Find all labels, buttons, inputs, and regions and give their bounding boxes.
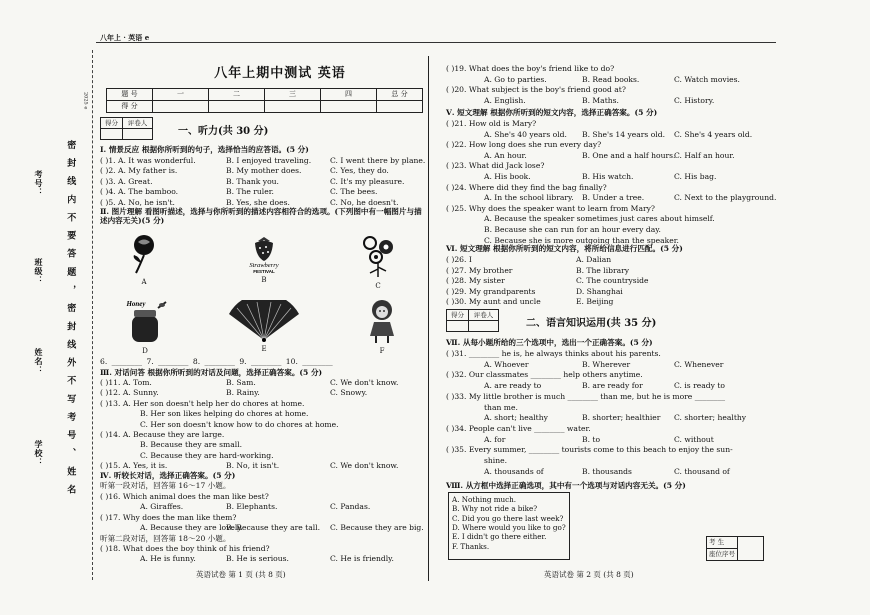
answer-option: B. My mother does. bbox=[226, 166, 302, 176]
pic-c: C bbox=[354, 233, 402, 291]
option-d: D. Where would you like to go? bbox=[452, 523, 566, 533]
footer-left: 英语试卷 第 1 页 (共 8 页) bbox=[196, 570, 286, 579]
question-stem: ( )32. Our classmates ________ help others anytime. bbox=[446, 370, 643, 380]
section2-title: 二、语言知识运用(共 35 分) bbox=[526, 318, 657, 329]
answer-option: B. Her son likes helping do chores at home. bbox=[140, 409, 309, 419]
grader-box-2: 得分 评卷人 bbox=[446, 309, 499, 332]
answer-option: C. Whenever bbox=[674, 359, 724, 369]
question-stem: ( )23. What did Jack lose? bbox=[446, 161, 545, 171]
answer-option: A. thousands of bbox=[484, 466, 544, 476]
answer-option: B. Wherever bbox=[582, 359, 631, 369]
answer-option: B. Elephants. bbox=[226, 502, 278, 512]
answer-option: B. Yes, she does. bbox=[226, 197, 290, 207]
seat-number-box: 考 生 座位序号 bbox=[706, 536, 764, 561]
answer-option: B. Because they are tall. bbox=[226, 523, 321, 533]
question-stem: ( )28. My sister bbox=[446, 276, 505, 286]
answer-option: C. Because they are big. bbox=[330, 523, 424, 533]
answer-option: C. We don't know. bbox=[330, 378, 399, 387]
answer-option: C. thousand of bbox=[674, 466, 730, 476]
question-stem: ( )33. My little brother is much ________ than me, but he is more ________ bbox=[446, 391, 726, 401]
answer-option: C. without bbox=[674, 434, 714, 444]
partV-title: Ⅴ. 短文理解 根据你所听到的短文内容，选择正确答案。(5 分) bbox=[446, 108, 658, 117]
question-stem: ( )5. A. No, he isn't. bbox=[100, 197, 175, 207]
answer-option: C. Pandas. bbox=[330, 502, 371, 512]
name-label: 姓名： bbox=[34, 348, 44, 375]
answer-option: A. He is funny. bbox=[140, 554, 196, 564]
exam-title: 八年上期中测试 英语 bbox=[214, 66, 346, 81]
answer-option: C. Because they are hard-working. bbox=[140, 450, 274, 460]
question-stem: ( )25. Why does the speaker want to learn from Mary? bbox=[446, 203, 655, 213]
answer-option: A. short; healthy bbox=[484, 413, 548, 423]
pic-answer-blanks: 6. ________ 7. ________ 8. ________ 9. ________ 10. ________ bbox=[100, 357, 333, 366]
flowers-icon bbox=[356, 233, 400, 279]
question-stem: ( )4. A. The bamboo. bbox=[100, 187, 179, 197]
question-stem: ( )21. How old is Mary? bbox=[446, 119, 537, 128]
partII-title: Ⅱ. 图片理解 看图听描述，选择与你所听到的描述内容相符合的选项。(下列图中有一幅图片与描述内容无关)(5 分) bbox=[100, 207, 422, 226]
footer-right: 英语试卷 第 2 页 (共 8 页) bbox=[544, 570, 634, 579]
answer-option: C. He is friendly. bbox=[330, 554, 394, 564]
rose-icon bbox=[126, 233, 162, 275]
honey-jar-icon bbox=[122, 296, 168, 344]
svg-text:Honey: Honey bbox=[126, 300, 146, 308]
score-cell-1[interactable] bbox=[153, 101, 209, 113]
partIV-title: Ⅳ. 听较长对话，选择正确答案。(5 分) bbox=[100, 471, 236, 480]
answer-option: B. No, it isn't. bbox=[226, 461, 280, 471]
question-stem: ( )16. Which animal does the man like best? bbox=[100, 492, 269, 501]
answer-option: C. Her son doesn't know how to do chores at home. bbox=[140, 419, 339, 429]
option-c: C. Did you go there last week? bbox=[452, 513, 564, 523]
question-stem: ( )30. My aunt and uncle bbox=[446, 297, 541, 307]
pic-f: F bbox=[362, 298, 402, 356]
answer-option: B. She's 14 years old. bbox=[582, 129, 665, 139]
header-label: 八年上 · 英语 e bbox=[100, 33, 150, 42]
answer-option: B. I enjoyed traveling. bbox=[226, 156, 312, 165]
answer-option: C. We don't know. bbox=[330, 461, 399, 471]
pic-e: E bbox=[226, 300, 302, 354]
question-stem: ( )12. A. Sunny. bbox=[100, 388, 159, 398]
pic-d: Honey D bbox=[120, 296, 170, 356]
answer-option: B. Read books. bbox=[582, 74, 640, 84]
partVIII-title: Ⅷ. 从方框中选择正确选项，其中有一个选项与对话内容无关。(5 分) bbox=[446, 481, 686, 490]
section1-title: 一、听力(共 30 分) bbox=[178, 126, 269, 137]
answer-option: B. thousands bbox=[582, 466, 632, 476]
girl-doll-icon bbox=[364, 298, 400, 344]
seal-line bbox=[92, 50, 93, 580]
answer-option: A. Because the speaker sometimes just cares about himself. bbox=[484, 214, 715, 224]
question-stem: ( )26. I bbox=[446, 255, 472, 264]
partIII-title: Ⅲ. 对话问答 根据你所听到的对话及问题，选择正确答案。(5 分) bbox=[100, 368, 323, 377]
score-cell-3[interactable] bbox=[265, 101, 321, 113]
answer-option: A. Because they are lovely. bbox=[140, 523, 243, 533]
answer-option: A. In the school library. bbox=[484, 193, 574, 203]
question-stem: ( )15. A. Yes, it is. bbox=[100, 461, 168, 471]
partVII-title: Ⅶ. 从每小题所给的三个选项中，选出一个正确答案。(5 分) bbox=[446, 338, 653, 347]
answer-option: B. are ready for bbox=[582, 381, 643, 391]
answer-option: B. Sam. bbox=[226, 378, 256, 387]
answer-option: B. He is serious. bbox=[226, 554, 289, 564]
partI-title: Ⅰ. 情景反应 根据你所听到的句子，选择恰当的应答语。(5 分) bbox=[100, 145, 309, 154]
answer-option: D. Shanghai bbox=[576, 286, 623, 296]
answer-option: A. English. bbox=[484, 95, 526, 105]
answer-option: C. She's 4 years old. bbox=[674, 129, 753, 139]
answer-option: B. Because they are small. bbox=[140, 440, 243, 450]
seat-number-cell[interactable] bbox=[738, 537, 764, 561]
answer-option: A. She's 40 years old. bbox=[484, 129, 567, 139]
answer-option: B. His watch. bbox=[582, 172, 634, 181]
score-table: 题 号 一 二 三 四 总 分 得 分 bbox=[106, 88, 423, 113]
answer-option: B. Maths. bbox=[582, 95, 619, 105]
score-cell-2[interactable] bbox=[209, 101, 265, 113]
margin-code: 2025 e bbox=[82, 92, 89, 110]
answer-option: than me. bbox=[484, 402, 518, 412]
question-stem: ( )2. A. My father is. bbox=[100, 166, 178, 176]
option-e: E. I didn't go there either. bbox=[452, 532, 547, 542]
answer-option: C. It's my pleasure. bbox=[330, 176, 405, 186]
pic-b: Strawberry FESTIVAL B bbox=[236, 233, 292, 285]
partVI-title: Ⅵ. 短文理解 根据你所听到的短文内容，将所给信息进行匹配。(5 分) bbox=[446, 244, 683, 253]
question-stem: ( )19. What does the boy's friend like to do? bbox=[446, 64, 615, 73]
question-stem: ( )14. A. Because they are large. bbox=[100, 430, 225, 439]
question-stem: ( )17. Why does the man like them? bbox=[100, 512, 237, 522]
option-a: A. Nothing much. bbox=[452, 495, 517, 504]
grader-box-1: 得分 评卷人 bbox=[100, 117, 153, 140]
answer-option: B. Thank you. bbox=[226, 176, 279, 186]
question-stem: ( )3. A. Great. bbox=[100, 176, 153, 186]
question-stem: ( )31. ________ he is, he always thinks about his parents. bbox=[446, 349, 661, 358]
answer-option: B. Because she can run for an hour every day. bbox=[484, 225, 661, 234]
fan-icon bbox=[227, 300, 301, 342]
partIV-intro1: 听第一段对话，回答第 16～17 小题。 bbox=[100, 481, 231, 490]
question-stem: ( )18. What does the boy think of his friend? bbox=[100, 544, 270, 553]
answer-option: B. shorter; healthier bbox=[582, 413, 661, 423]
svg-text:FESTIVAL: FESTIVAL bbox=[253, 269, 275, 273]
option-f: F. Thanks. bbox=[452, 541, 490, 551]
seal-text: 密 封 线 内 不 要 答 题 ， 密 封 线 外 不 写 考 号 、 姓 名 bbox=[65, 140, 76, 497]
answer-option: B. to bbox=[582, 434, 601, 444]
score-cell-4[interactable] bbox=[321, 101, 377, 113]
question-stem: ( )11. A. Tom. bbox=[100, 378, 152, 387]
svg-text:Strawberry: Strawberry bbox=[249, 262, 279, 269]
answer-option: B. One and a half hours. bbox=[582, 150, 676, 160]
partIV-intro2: 听第二段对话，回答第 18～20 小题。 bbox=[100, 534, 231, 543]
answer-option: A. Dalian bbox=[576, 255, 612, 264]
answer-option: C. Because she is more outgoing than the speaker. bbox=[484, 235, 679, 245]
answer-option: shine. bbox=[484, 456, 508, 465]
answer-option: A. An hour. bbox=[484, 150, 527, 160]
answer-option: C. No, he doesn't. bbox=[330, 197, 399, 207]
answer-option: C. is ready to bbox=[674, 381, 725, 391]
answer-option: A. Giraffes. bbox=[140, 502, 184, 512]
exam-no-label: 考号： bbox=[34, 170, 44, 197]
answer-option: A. His book. bbox=[484, 172, 531, 181]
answer-option: C. The countryside bbox=[576, 276, 649, 286]
score-cell-total[interactable] bbox=[377, 101, 423, 113]
answer-option: C. His bag. bbox=[674, 172, 717, 181]
answer-option: A. Whoever bbox=[484, 359, 529, 369]
answer-option: A. are ready to bbox=[484, 381, 542, 391]
question-stem: ( )1. A. It was wonderful. bbox=[100, 156, 196, 165]
answer-option: C. The bees. bbox=[330, 187, 378, 197]
answer-option: B. The library bbox=[576, 265, 630, 275]
answer-option: C. Next to the playground. bbox=[674, 193, 777, 203]
strawberry-festival-icon bbox=[238, 233, 290, 273]
question-stem: ( )29. My grandparents bbox=[446, 286, 536, 296]
pic-a: A bbox=[124, 233, 164, 287]
question-stem: ( )27. My brother bbox=[446, 265, 513, 275]
answer-option: B. Rainy. bbox=[226, 388, 260, 398]
question-stem: ( )34. People can't live ________ water. bbox=[446, 423, 591, 433]
answer-option: C. Snowy. bbox=[330, 388, 368, 398]
option-b: B. Why not ride a bike? bbox=[452, 504, 538, 514]
question-stem: ( )22. How long does she run every day? bbox=[446, 140, 602, 150]
answer-option: A. Go to parties. bbox=[484, 74, 547, 84]
question-stem: ( )13. A. Her son doesn't help her do chores at home. bbox=[100, 398, 305, 408]
answer-option: C. I went there by plane. bbox=[330, 156, 426, 165]
answer-option: C. History. bbox=[674, 95, 715, 105]
answer-option: C. Yes, they do. bbox=[330, 166, 389, 176]
class-label: 班级： bbox=[34, 258, 44, 285]
school-label: 学校： bbox=[34, 440, 44, 467]
question-stem: ( )24. Where did they find the bag finally? bbox=[446, 182, 607, 192]
answer-option: B. The ruler. bbox=[226, 187, 274, 197]
header-rule bbox=[96, 42, 776, 43]
answer-option: C. Half an hour. bbox=[674, 150, 735, 160]
answer-option: E. Beijing bbox=[576, 297, 614, 307]
question-stem: ( )35. Every summer, ________ tourists come to this beach to enjoy the sun- bbox=[446, 445, 733, 455]
column-divider bbox=[428, 56, 429, 581]
options-box bbox=[448, 492, 570, 560]
answer-option: C. shorter; healthy bbox=[674, 413, 747, 423]
answer-option: C. Watch movies. bbox=[674, 74, 740, 84]
question-stem: ( )20. What subject is the boy's friend good at? bbox=[446, 85, 626, 95]
answer-option: B. Under a tree. bbox=[582, 193, 645, 203]
answer-option: A. for bbox=[484, 434, 506, 444]
